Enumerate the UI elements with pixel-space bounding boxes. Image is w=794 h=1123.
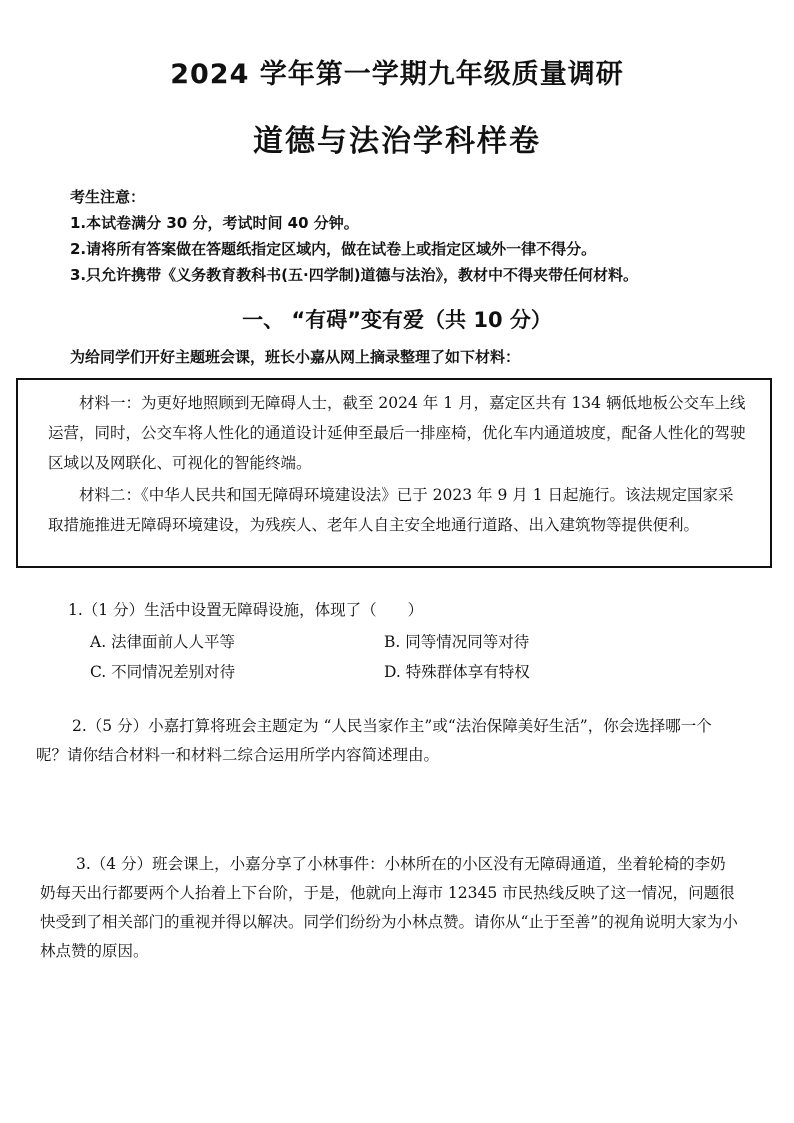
question-1-option-c: C. 不同情况差别对待 [90, 663, 236, 681]
question-1-option-d: D. 特殊群体享有特权 [384, 663, 530, 681]
section-title: 一、 “有碍”变有爱（共 10 分） [242, 308, 552, 332]
question-2: 2.（5 分）小嘉打算将班会主题定为 “人民当家作主”或“法治保障美好生活”，你会选择哪一个呢？请你结合材料一和材料二综合运用所学内容简述理由。 [36, 717, 712, 764]
notice-item: 2.请将所有答案做在答题纸指定区域内，做在试卷上或指定区域外一律不得分。 [70, 240, 597, 258]
exam-notice [70, 184, 750, 288]
page-title: 2024 学年第一学期九年级质量调研 [170, 59, 624, 90]
material-two: 材料二：《中华人民共和国无障碍环境建设法》已于 2023 年 9 月 1 日起施行。该法规定国家采取措施推进无障碍环境建设，为残疾人、老年人自主安全地通行道路、出入建筑物等提供便利。 [48, 486, 734, 534]
question-1-option-a: A. 法律面前人人平等 [90, 633, 236, 651]
notice-item: 1.本试卷满分 30 分，考试时间 40 分钟。 [70, 214, 359, 232]
question-1-option-b: B. 同等情况同等对待 [384, 633, 530, 651]
section-intro: 为给同学们开好主题班会课，班长小嘉从网上摘录整理了如下材料： [70, 348, 521, 366]
page-subtitle: 道德与法治学科样卷 [253, 124, 541, 159]
material-one: 材料一：为更好地照顾到无障碍人士，截至 2024 年 1 月，嘉定区共有 134 辆低地板公交车上线运营，同时，公交车将人性化的通道设计延伸至最后一排座椅，优化车内通道坡度，配备人性化的驾驶区域以及网联化、可视化的智能终端。 [48, 394, 746, 472]
notice-item: 3.只允许携带《义务教育教科书(五·四学制)道德与法治》，教材中不得夹带任何材料。 [70, 266, 639, 284]
notice-heading: 考生注意： [70, 188, 146, 206]
question-3: 3.（4 分）班会课上，小嘉分享了小林事件：小林所在的小区没有无障碍通道，坐着轮椅的李奶奶每天出行都要两个人抬着上下台阶，于是，他就向上海市 12345 市民热线反映了这一情况，问题很快受到了相关部门的重视并得以解决。同学们纷纷为小林点赞。请你从“止于至善”的视角说明大家为小林点赞的原因。 [40, 855, 738, 960]
question-1-stem: 1.（1 分）生活中设置无障碍设施，体现了（ ） [68, 601, 424, 619]
